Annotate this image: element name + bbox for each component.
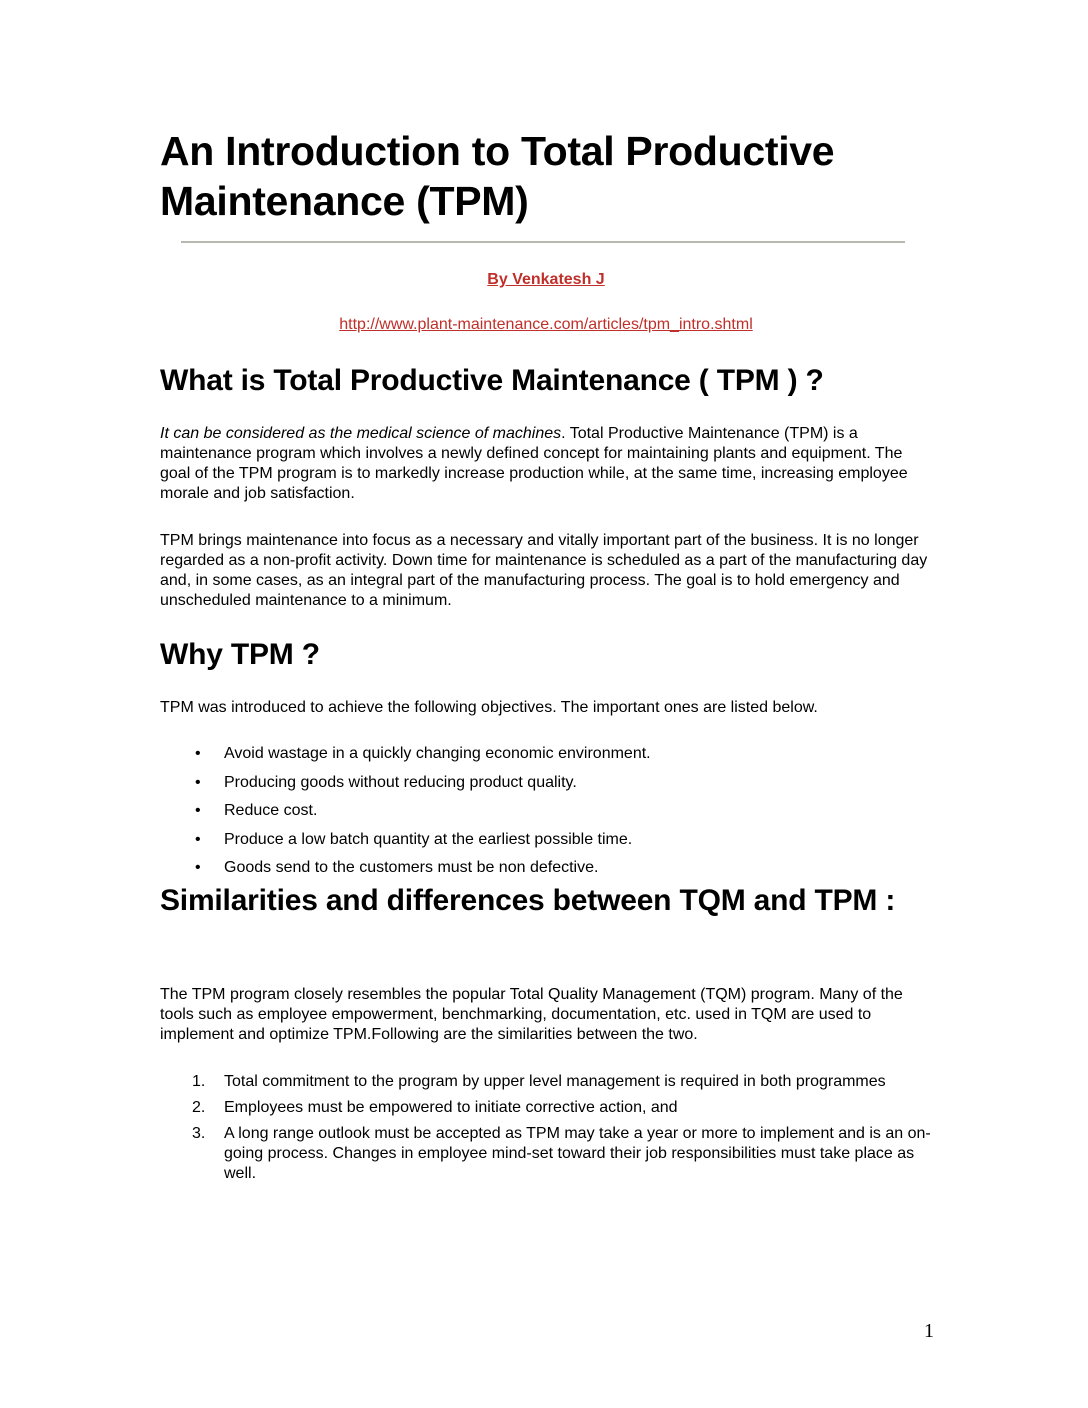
- paragraph-tpm-definition: [160, 424, 932, 504]
- source-url-link[interactable]: http://www.plant-maintenance.com/articles/tpm_intro.shtml: [339, 316, 753, 333]
- bullet-icon: •: [195, 773, 201, 791]
- list-item-text: Employees must be empowered to initiate corrective action, and: [224, 1099, 678, 1116]
- bullet-icon: •: [195, 745, 201, 762]
- list-item: [160, 801, 932, 830]
- bullet-icon: •: [195, 830, 201, 848]
- list-item-text: Total commitment to the program by upper level management is required in both programmes: [224, 1073, 886, 1090]
- list-item: [160, 773, 932, 802]
- page-number: 1: [924, 1320, 934, 1342]
- section-heading-why-tpm: Why TPM ?: [160, 638, 320, 671]
- title-divider: [181, 241, 905, 243]
- paragraph-body: . Total Productive Maintenance (TPM) is a maintenance program which involves a newly defined concept for maintaining plants and equipment. The goal of the TPM program is to markedly increase production while, at the same time, increasing employee morale and job satisfaction.: [160, 425, 908, 502]
- list-item-number: 2.: [192, 1099, 206, 1116]
- list-item-text: A long range outlook must be accepted as TPM may take a year or more to implement and is an on-going process. Changes in employee mind-set toward their job responsibilities must take place as well.: [224, 1125, 931, 1182]
- list-item-text: Produce a low batch quantity at the earliest possible time.: [224, 830, 633, 848]
- author-byline-link[interactable]: By Venkatesh J: [487, 271, 605, 288]
- section-heading-what-is-tpm: What is Total Productive Maintenance ( TPM ) ?: [160, 364, 824, 397]
- paragraph-tpm-focus: TPM brings maintenance into focus as a necessary and vitally important part of the business. It is no longer regarded as a non-profit activity. Down time for maintenance is scheduled as a part of the manufacturing day and, in some cases, as an integral part of the manufacturing process. The goal is to hold emergency and unscheduled maintenance to a minimum.: [160, 532, 928, 609]
- list-item: [160, 1098, 932, 1118]
- bullet-icon: •: [195, 802, 201, 819]
- list-item: [160, 1124, 932, 1184]
- list-item: [160, 1072, 932, 1092]
- objectives-list: [160, 744, 932, 887]
- document-title: An Introduction to Total Productive Maintenance (TPM): [160, 128, 835, 224]
- paragraph-objectives-intro: TPM was introduced to achieve the following objectives. The important ones are listed below.: [160, 699, 818, 716]
- list-item-text: Producing goods without reducing product quality.: [224, 773, 577, 791]
- list-item: [160, 830, 932, 859]
- list-item: [160, 744, 932, 773]
- bullet-icon: •: [195, 859, 201, 876]
- paragraph-tqm-comparison: The TPM program closely resembles the popular Total Quality Management (TQM) program. Many of the tools such as employee empowerment, benchmarking, documentation, etc. used in TQM are used to implement and optimize TPM.Following are the similarities between the two.: [160, 986, 903, 1043]
- list-item-text: Reduce cost.: [224, 802, 318, 819]
- list-item-number: 3.: [192, 1125, 206, 1142]
- list-item-number: 1.: [192, 1073, 206, 1090]
- similarities-list: [160, 1072, 932, 1190]
- paragraph-italic-lead: It can be considered as the medical science of machines: [160, 425, 562, 442]
- list-item-text: Avoid wastage in a quickly changing economic environment.: [224, 745, 651, 762]
- list-item-text: Goods send to the customers must be non defective.: [224, 859, 599, 876]
- section-heading-similarities: Similarities and differences between TQM and TPM :: [160, 884, 896, 917]
